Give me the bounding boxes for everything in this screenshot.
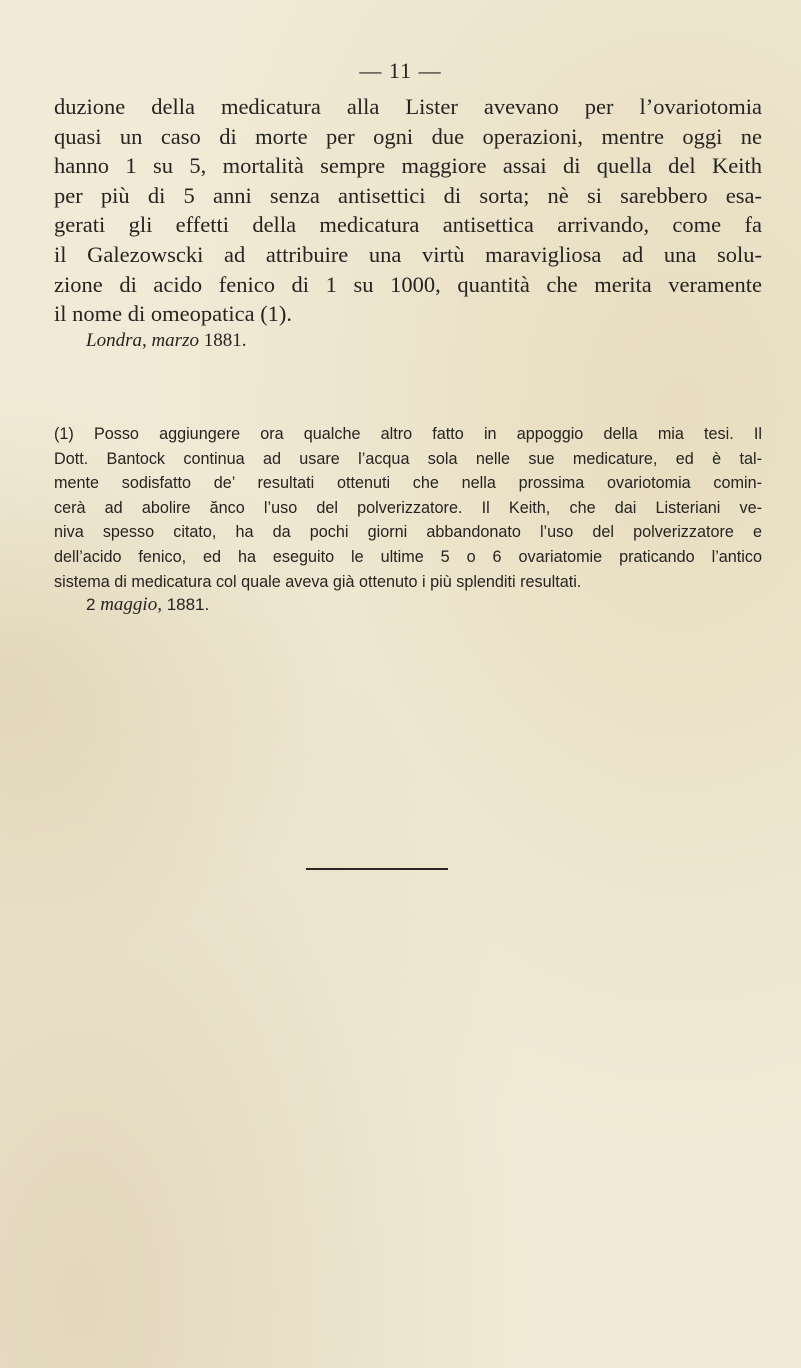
- footnote-line: (1) Posso aggiungere ora qualche altro fatto in appoggio della mia tesi. Il: [54, 425, 762, 443]
- footnote-date-day: 2: [86, 595, 96, 614]
- footnote-line: mente sodisfatto de’ resultati ottenuti che nella prossima ovariotomia comin-: [54, 474, 762, 493]
- footnote-line: sistema di medicatura col quale aveva già ottenuto i più splenditi resultati.: [54, 572, 582, 591]
- body-line: hanno 1 su 5, mortalità sempre maggiore assai di quella del Keith: [54, 153, 762, 179]
- body-line: per più di 5 anni senza antisettici di sorta; nè si sarebbero esa-: [54, 182, 762, 208]
- footnote-date-year: 1881.: [166, 595, 210, 614]
- footnote: [54, 422, 762, 594]
- footnote-line: niva spesso citato, ha da pochi giorni abbandonato l’uso del polverizzatore e: [54, 523, 762, 542]
- footnote-line: dell’acido fenico, ed ha eseguito le ultime 5 o 6 ovariatomie praticando l’antico: [54, 547, 762, 566]
- body-line: il Galezowscki ad attribuire una virtù maravigliosa ad una solu-: [54, 241, 762, 267]
- section-divider: [306, 868, 448, 870]
- dateline: [86, 330, 246, 352]
- body-line: il nome di omeopatica (1).: [54, 301, 293, 327]
- footnote-date-month: maggio,: [100, 594, 162, 615]
- body-line: gerati gli effetti della medicatura antisettica arrivando, come fa: [54, 212, 762, 238]
- body-paragraph: [54, 92, 762, 329]
- dateline-year: 1881.: [203, 330, 247, 351]
- footnote-line: Dott. Bantock continua ad usare l’acqua sola nelle sue medicature, ed è tal-: [54, 449, 762, 468]
- body-line: quasi un caso di morte per ogni due operazioni, mentre oggi ne: [54, 123, 762, 149]
- page-number: — 11 —: [359, 58, 442, 83]
- body-line: duzione della medicatura alla Lister avevano per l’ovariotomia: [54, 94, 762, 119]
- body-line: zione di acido fenico di 1 su 1000, quantità che merita veramente: [54, 271, 762, 297]
- footnote-line: cerà ad abolire ănco l’uso del polverizzatore. Il Keith, che dai Listeriani ve-: [54, 498, 762, 517]
- footnote-date: [86, 594, 209, 616]
- dateline-place: Londra, marzo: [86, 330, 199, 351]
